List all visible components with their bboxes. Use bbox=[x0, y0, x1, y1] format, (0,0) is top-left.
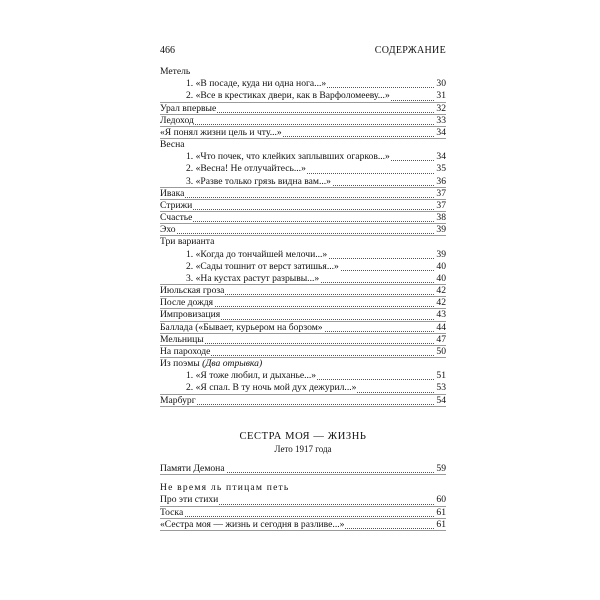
toc-entry-text: Июльская гроза bbox=[160, 285, 225, 297]
dot-leader bbox=[160, 516, 436, 517]
toc-entry bbox=[160, 297, 446, 309]
toc-entry-number: 3. bbox=[186, 175, 194, 187]
toc-entry-text: Не время ль птицам петь bbox=[160, 482, 290, 494]
toc-entry-title bbox=[160, 309, 221, 321]
toc-entry-text: «Что почек, что клейких заплывших огарков...» bbox=[195, 151, 390, 163]
toc-entry-title bbox=[186, 90, 391, 102]
page-header bbox=[160, 45, 446, 59]
toc-entry bbox=[160, 115, 446, 127]
toc-entry-page: 34 bbox=[436, 126, 446, 138]
toc-entry bbox=[160, 90, 446, 102]
toc-entry-title bbox=[160, 212, 193, 224]
toc-entry-number: 1. bbox=[186, 78, 194, 90]
toc-entry-title bbox=[160, 115, 195, 127]
toc-entry-text: «Я спал. В ту ночь мой дух дежурил...» bbox=[195, 382, 357, 394]
toc-entry-title bbox=[186, 176, 332, 188]
running-title: СОДЕРЖАНИЕ bbox=[374, 45, 446, 56]
toc-entry-number: 2. bbox=[186, 382, 194, 394]
toc-entry-title bbox=[160, 358, 263, 370]
toc-entry-number: 1. bbox=[186, 370, 194, 382]
toc-entry-title bbox=[160, 494, 219, 506]
toc-entry-number: 2. bbox=[186, 260, 194, 272]
toc-entry-page: 30 bbox=[436, 78, 446, 90]
toc-entry bbox=[160, 334, 446, 346]
toc-entry-text: Стрижи bbox=[160, 199, 193, 211]
toc-entry-title bbox=[186, 249, 328, 261]
dot-leader bbox=[160, 404, 436, 405]
toc-entry bbox=[160, 382, 446, 394]
toc-entry-title bbox=[160, 127, 283, 139]
toc-entry-text: Из поэмы bbox=[160, 358, 200, 370]
toc-entry-page: 33 bbox=[436, 114, 446, 126]
toc-entry-page: 47 bbox=[436, 333, 446, 345]
toc-entry-title bbox=[160, 507, 184, 519]
toc-entry-page: 61 bbox=[436, 518, 446, 530]
toc-entry-page: 61 bbox=[436, 506, 446, 518]
toc-entry-text: Про эти стихи bbox=[160, 494, 219, 506]
toc-entry bbox=[160, 163, 446, 175]
toc-entry bbox=[160, 494, 446, 506]
toc-entry bbox=[160, 519, 446, 531]
toc-entry-page: 53 bbox=[436, 382, 446, 394]
toc-entry bbox=[160, 261, 446, 273]
toc-entry-text: «В посаде, куда ни одна нога...» bbox=[195, 78, 327, 90]
toc-entry-page: 36 bbox=[436, 175, 446, 187]
toc-entry-text: На пароходе bbox=[160, 345, 211, 357]
toc-entry-text: «На кустах растут разрывы...» bbox=[195, 272, 320, 284]
toc-entry-text: Ледоход bbox=[160, 114, 194, 126]
toc-entry-text: «Весна! Не отлучайтесь...» bbox=[195, 163, 306, 175]
toc-entry-page: 34 bbox=[436, 151, 446, 163]
dot-leader bbox=[160, 124, 436, 125]
toc-entry-title bbox=[186, 78, 327, 90]
toc-entry-text: Счастье bbox=[160, 212, 193, 224]
toc-entry-text: Марбург bbox=[160, 394, 196, 406]
toc-list-part-2 bbox=[160, 463, 446, 531]
toc-entry-page: 44 bbox=[436, 321, 446, 333]
toc-entry-number: 3. bbox=[186, 272, 194, 284]
toc-entry-text: «Я тоже любил, и дыханье...» bbox=[195, 370, 317, 382]
toc-list-part-1 bbox=[160, 66, 446, 407]
dot-leader bbox=[160, 209, 436, 210]
page-number: 466 bbox=[160, 45, 175, 56]
toc-entry-text: После дождя bbox=[160, 297, 214, 309]
toc-entry-title bbox=[186, 382, 357, 394]
toc-entry-page: 40 bbox=[436, 260, 446, 272]
toc-entry bbox=[160, 78, 446, 90]
dot-leader bbox=[160, 221, 436, 222]
toc-entry bbox=[160, 482, 446, 494]
toc-entry-page: 59 bbox=[436, 463, 446, 474]
toc-entry-title bbox=[160, 482, 291, 494]
toc-entry-title bbox=[186, 261, 340, 273]
toc-entry bbox=[160, 139, 446, 151]
toc-entry-page: 39 bbox=[436, 248, 446, 260]
toc-entry-text: Мельницы bbox=[160, 333, 204, 345]
toc-entry-title bbox=[160, 139, 186, 151]
toc-entry bbox=[160, 103, 446, 115]
toc-entry bbox=[160, 212, 446, 224]
toc-entry-title bbox=[186, 151, 391, 163]
toc-entry bbox=[160, 127, 446, 139]
toc-entry bbox=[160, 322, 446, 334]
toc-entry-title bbox=[160, 236, 215, 248]
toc-entry-page: 40 bbox=[436, 272, 446, 284]
toc-entry-text: Баллада («Бывает, курьером на борзом» bbox=[160, 321, 323, 333]
dot-leader bbox=[160, 197, 436, 198]
section-title: СЕСТРА МОЯ — ЖИЗНЬ bbox=[239, 431, 367, 442]
toc-entry-page: 43 bbox=[436, 309, 446, 321]
toc-entry-page: 51 bbox=[436, 370, 446, 382]
toc-entry-title bbox=[160, 395, 197, 407]
toc-entry-text: Метель bbox=[160, 66, 191, 77]
toc-entry-title bbox=[160, 297, 214, 309]
toc-entry-title bbox=[186, 370, 317, 382]
toc-entry bbox=[160, 463, 446, 475]
toc-entry-title bbox=[160, 334, 205, 346]
toc-entry-page: 54 bbox=[436, 394, 446, 406]
toc-entry bbox=[160, 66, 446, 78]
toc-entry-title bbox=[160, 224, 177, 236]
toc-entry-page: 42 bbox=[436, 297, 446, 309]
toc-entry-title bbox=[186, 163, 307, 175]
dot-leader bbox=[160, 233, 436, 234]
toc-entry-text: Ивака bbox=[160, 187, 185, 199]
toc-entry-text: «Когда до тончайшей мелочи...» bbox=[195, 248, 328, 260]
toc-entry-page: 37 bbox=[436, 199, 446, 211]
toc-entry-text: Весна bbox=[160, 139, 185, 151]
toc-entry-page: 32 bbox=[436, 102, 446, 114]
toc-entry bbox=[160, 176, 446, 188]
toc-entry bbox=[160, 370, 446, 382]
toc-entry bbox=[160, 309, 446, 321]
toc-entry-title bbox=[160, 519, 345, 531]
toc-entry-number: 2. bbox=[186, 90, 194, 102]
toc-entry-title bbox=[160, 285, 225, 297]
toc-entry-title bbox=[160, 200, 193, 212]
toc-entry-text: «Я понял жизни цель и чту...» bbox=[160, 126, 282, 138]
toc-entry-text: Импровизация bbox=[160, 309, 221, 321]
toc-entry-text: «Разве только грязь видна вам...» bbox=[195, 175, 331, 187]
toc-entry bbox=[160, 224, 446, 236]
toc-entry bbox=[160, 236, 446, 248]
toc-entry-number: 1. bbox=[186, 151, 194, 163]
toc-entry-page: 37 bbox=[436, 187, 446, 199]
toc-entry bbox=[160, 188, 446, 200]
toc-entry-page: 39 bbox=[436, 224, 446, 236]
toc-entry-text: Эхо bbox=[160, 224, 176, 236]
toc-entry-text: Памяти Демона bbox=[160, 463, 225, 474]
toc-entry-text: Тоска bbox=[160, 506, 184, 518]
toc-entry bbox=[160, 249, 446, 261]
toc-entry-title bbox=[160, 463, 226, 475]
toc-entry-page: 50 bbox=[436, 345, 446, 357]
toc-entry bbox=[160, 200, 446, 212]
toc-entry bbox=[160, 395, 446, 407]
toc-entry-text: Три варианта bbox=[160, 236, 215, 248]
toc-entry bbox=[160, 285, 446, 297]
toc-entry bbox=[160, 273, 446, 285]
toc-entry-text: «Сады тошнит от верст затишья...» bbox=[195, 260, 339, 272]
toc-entry-number: 1. bbox=[186, 248, 194, 260]
toc-entry bbox=[160, 151, 446, 163]
toc-entry-page: 31 bbox=[436, 90, 446, 102]
toc-entry-title bbox=[160, 188, 185, 200]
toc-entry-page: 35 bbox=[436, 163, 446, 175]
toc-entry-page: 38 bbox=[436, 212, 446, 224]
toc-entry-text: «Все в крестиках двери, как в Варфоломееву...» bbox=[195, 90, 390, 102]
toc-entry-title bbox=[186, 273, 320, 285]
toc-entry-title bbox=[160, 66, 191, 78]
toc-entry-number: 2. bbox=[186, 163, 194, 175]
toc-entry-note: (Два отрывка) bbox=[202, 358, 263, 370]
toc-entry bbox=[160, 358, 446, 370]
toc-entry-title bbox=[160, 322, 324, 334]
toc-entry bbox=[160, 346, 446, 358]
toc-entry-title bbox=[160, 103, 217, 115]
toc-entry-page: 42 bbox=[436, 285, 446, 297]
toc-entry-text: «Сестра моя — жизнь и сегодня в разливе...» bbox=[160, 518, 345, 530]
toc-entry-page: 60 bbox=[436, 494, 446, 506]
toc-entry-title bbox=[160, 346, 211, 358]
toc-entry bbox=[160, 507, 446, 519]
section-subtitle: Лето 1917 года bbox=[274, 444, 332, 454]
toc-entry-text: Урал впервые bbox=[160, 102, 217, 114]
spacer bbox=[160, 475, 446, 482]
